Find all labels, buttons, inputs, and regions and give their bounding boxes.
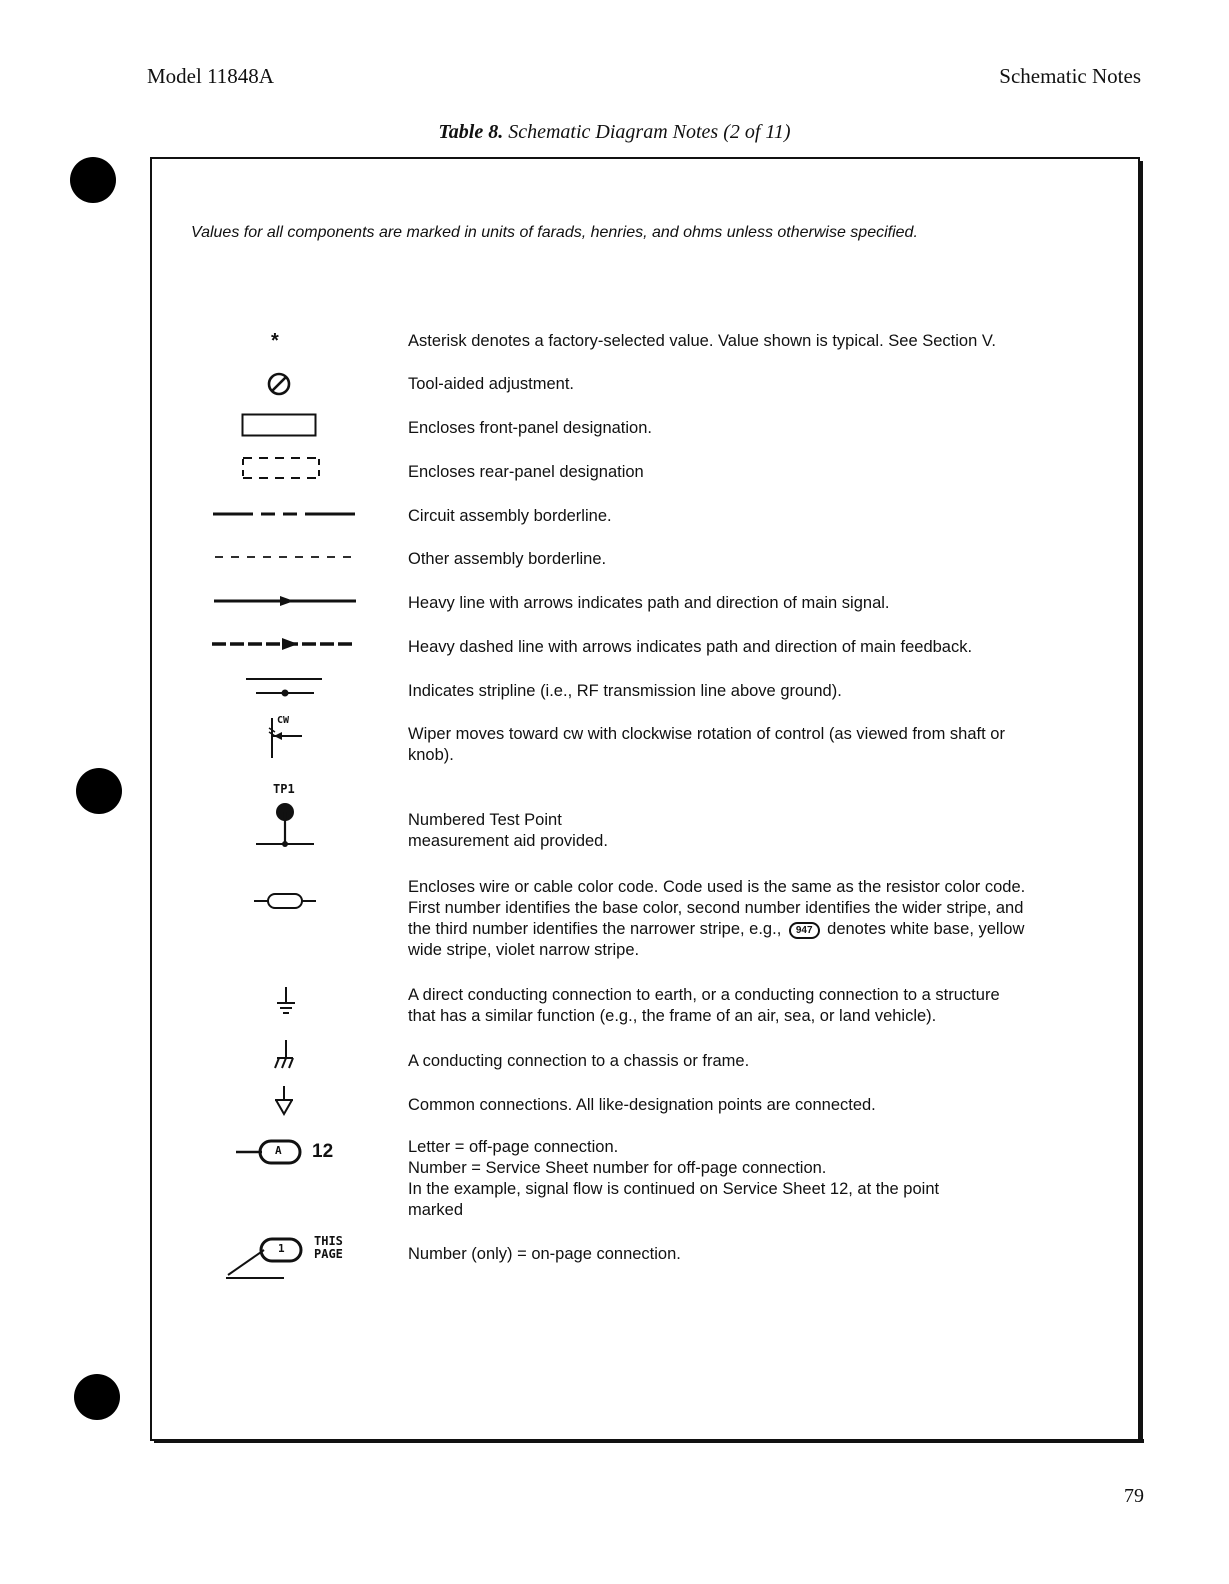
note-wiper <box>408 724 1098 766</box>
note-earth-ground-line-1: A direct conducting connection to earth, or a conducting connection to a structure <box>408 986 1000 1004</box>
note-wire-color-line-3a: the third number identifies the narrower stripe, e.g., <box>408 920 782 938</box>
binder-hole-middle <box>76 768 122 814</box>
wire-color-example-code: 947 <box>795 925 813 936</box>
dashed-box-icon <box>241 455 321 483</box>
note-common-connection: Common connections. All like-designation points are connected. <box>408 1096 876 1114</box>
note-off-page-line-2: Number = Service Sheet number for off-page connection. <box>408 1159 827 1177</box>
off-page-letter: A <box>275 1144 282 1157</box>
wire-color-example-icon <box>789 922 820 939</box>
asterisk-icon: * <box>271 330 279 352</box>
note-wiper-line-1: Wiper moves toward cw with clockwise rotation of control (as viewed from shaft or <box>408 725 1005 743</box>
table-frame-shadow-right <box>1140 161 1143 1443</box>
note-circuit-border: Circuit assembly borderline. <box>408 507 612 525</box>
note-off-page <box>408 1137 1098 1221</box>
test-point-label: TP1 <box>273 782 295 796</box>
binder-hole-top <box>70 157 116 203</box>
note-rear-panel: Encloses rear-panel designation <box>408 463 644 481</box>
table-frame-shadow <box>154 1439 1144 1443</box>
note-on-page: Number (only) = on-page connection. <box>408 1245 681 1263</box>
circuit-border-icon <box>213 510 355 518</box>
header-section: Schematic Notes <box>999 64 1141 88</box>
note-test-point-line-2: measurement aid provided. <box>408 832 608 850</box>
wiper-cw-label: CW <box>277 715 290 726</box>
chassis-ground-icon <box>273 1038 297 1070</box>
table-caption <box>0 121 1229 144</box>
note-wire-color <box>408 877 1098 961</box>
note-test-point <box>408 810 1098 852</box>
test-point-icon <box>254 782 318 854</box>
on-page-label-page: PAGE <box>314 1247 343 1261</box>
note-earth-ground <box>408 985 1098 1027</box>
intro-text: Values for all components are marked in units of farads, henries, and ohms unless otherwise specified. <box>191 224 918 241</box>
stripline-icon <box>244 676 324 700</box>
note-wiper-line-2: knob). <box>408 746 454 764</box>
note-other-border: Other assembly borderline. <box>408 550 607 568</box>
note-main-feedback: Heavy dashed line with arrows indicates path and direction of main feedback. <box>408 638 973 656</box>
earth-ground-icon <box>274 986 298 1016</box>
note-asterisk: Asterisk denotes a factory-selected value. Value shown is typical. See Section V. <box>408 332 996 350</box>
solid-box-icon <box>241 413 319 439</box>
note-front-panel: Encloses front-panel designation. <box>408 419 652 437</box>
wiper-cw-icon <box>268 716 308 760</box>
note-off-page-line-3: In the example, signal flow is continued on Service Sheet 12, at the point <box>408 1180 940 1198</box>
page-number: 79 <box>1124 1485 1144 1507</box>
note-chassis-ground: A conducting connection to a chassis or frame. <box>408 1052 750 1070</box>
note-stripline: Indicates stripline (i.e., RF transmission line above ground). <box>408 682 842 700</box>
table-title: Schematic Diagram Notes (2 of 11) <box>508 121 791 143</box>
heavy-dashed-arrow-icon <box>212 637 354 651</box>
header-model: Model 11848A <box>147 64 274 88</box>
heavy-arrow-line-icon <box>214 594 356 608</box>
note-off-page-line-1: Letter = off-page connection. <box>408 1138 619 1156</box>
wire-color-icon <box>254 891 318 911</box>
note-off-page-line-4: marked <box>408 1201 464 1219</box>
note-wire-color-line-4: wide stripe, violet narrow stripe. <box>408 941 640 959</box>
tool-adjust-icon <box>266 371 292 397</box>
on-page-letter: 1 <box>278 1242 285 1255</box>
note-wire-color-line-2: First number identifies the base color, second number identifies the wider stripe, and <box>408 899 1024 917</box>
on-page-label-this: THIS <box>314 1234 343 1248</box>
off-page-number: 12 <box>312 1141 334 1162</box>
note-earth-ground-line-2: that has a similar function (e.g., the frame of an air, sea, or land vehicle). <box>408 1007 937 1025</box>
on-page-connector-icon <box>224 1234 354 1282</box>
note-wire-color-line-1: Encloses wire or cable color code. Code used is the same as the resistor color code. <box>408 878 1026 896</box>
binder-hole-bottom <box>74 1374 120 1420</box>
table-label: Table 8. <box>438 121 504 143</box>
note-tool-adjust: Tool-aided adjustment. <box>408 375 575 393</box>
note-test-point-line-1: Numbered Test Point <box>408 811 562 829</box>
note-main-signal: Heavy line with arrows indicates path and direction of main signal. <box>408 594 890 612</box>
note-wire-color-line-3b: denotes white base, yellow <box>827 920 1025 938</box>
other-border-icon <box>215 554 355 560</box>
off-page-connector-icon <box>236 1136 346 1168</box>
common-connection-icon <box>273 1084 295 1116</box>
